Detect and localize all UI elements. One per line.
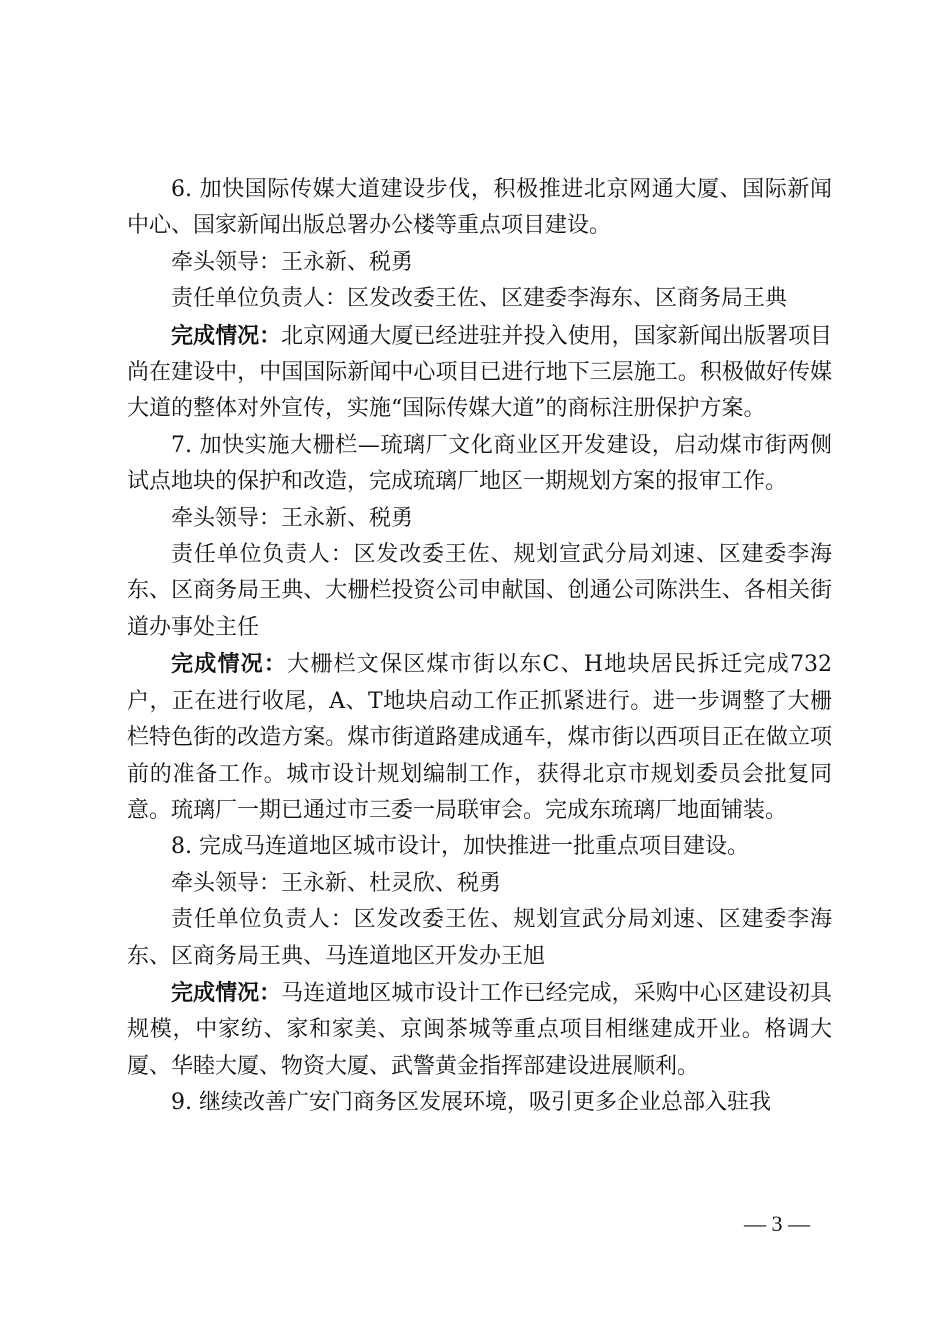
completion-status-text: 马连道地区城市设计工作已经完成，采购中心区建设初具规模，中家纺、家和家美、京闽茶城等重点项目相继建成开业。格调大厦、华睦大厦、物资大厦、武警黄金指挥部建设进展顺利。 [127, 980, 832, 1079]
task-item-8: 8. 完成马连道地区城市设计，加快推进一批重点项目建设。 [171, 834, 749, 860]
responsible-units-6: 责任单位负责人：区发改委王佐、区建委李海东、区商务局王典 [171, 286, 788, 312]
task-item-7: 7. 加快实施大栅栏—琉璃厂文化商业区开发建设，启动煤市街两侧试点地块的保护和改造，完成琉璃厂地区一期规划方案的报审工作。 [127, 432, 832, 495]
responsible-units-8: 责任单位负责人：区发改委王佐、规划宣武分局刘速、区建委李海东、区商务局王典、马连道地区开发办王旭 [127, 907, 832, 969]
page-number: — 3 — [744, 1211, 810, 1236]
lead-leaders-8: 牵头领导：王永新、杜灵欣、税勇 [171, 870, 502, 896]
completion-status-label: 完成情况： [171, 979, 282, 1006]
document-body [127, 172, 832, 1122]
task-item-9: 9. 继续改善广安门商务区发展环境，吸引更多企业总部入驻我 [171, 1090, 771, 1116]
responsible-units-7: 责任单位负责人：区发改委王佐、规划宣武分局刘速、区建委李海东、区商务局王典、大栅栏投资公司申献国、创通公司陈洪生、各相关街道办事处主任 [127, 542, 832, 640]
completion-status-8 [127, 975, 832, 1085]
task-item-6: 6. 加快国际传媒大道建设步伐，积极推进北京网通大厦、国际新闻中心、国家新闻出版总署办公楼等重点项目建设。 [127, 177, 832, 239]
completion-status-text: 大栅栏文保区煤市街以东C、H地块居民拆迁完成732户，正在进行收尾，A、T地块启动工作正抓紧进行。进一步调整了大栅栏特色街的改造方案。煤市街道路建成通车，煤市街以西项目正在做立项前的准备工作。城市设计规划编制工作，获得北京市规划委员会批复同意。琉璃厂一期已通过市三委一局联审会。完成东琉璃厂地面铺装。 [127, 652, 832, 823]
completion-status-6 [127, 318, 832, 428]
completion-status-label: 完成情况： [171, 651, 288, 678]
lead-leaders-6: 牵头领导：王永新、税勇 [171, 249, 414, 275]
completion-status-7 [127, 646, 832, 829]
completion-status-label: 完成情况： [171, 322, 282, 349]
completion-status-text: 北京网通大厦已经进驻并投入使用，国家新闻出版署项目尚在建设中，中国国际新闻中心项目已进行地下三层施工。积极做好传媒大道的整体对外宣传，实施“国际传媒大道”的商标注册保护方案。 [127, 323, 832, 422]
lead-leaders-7: 牵头领导：王永新、税勇 [171, 505, 414, 531]
